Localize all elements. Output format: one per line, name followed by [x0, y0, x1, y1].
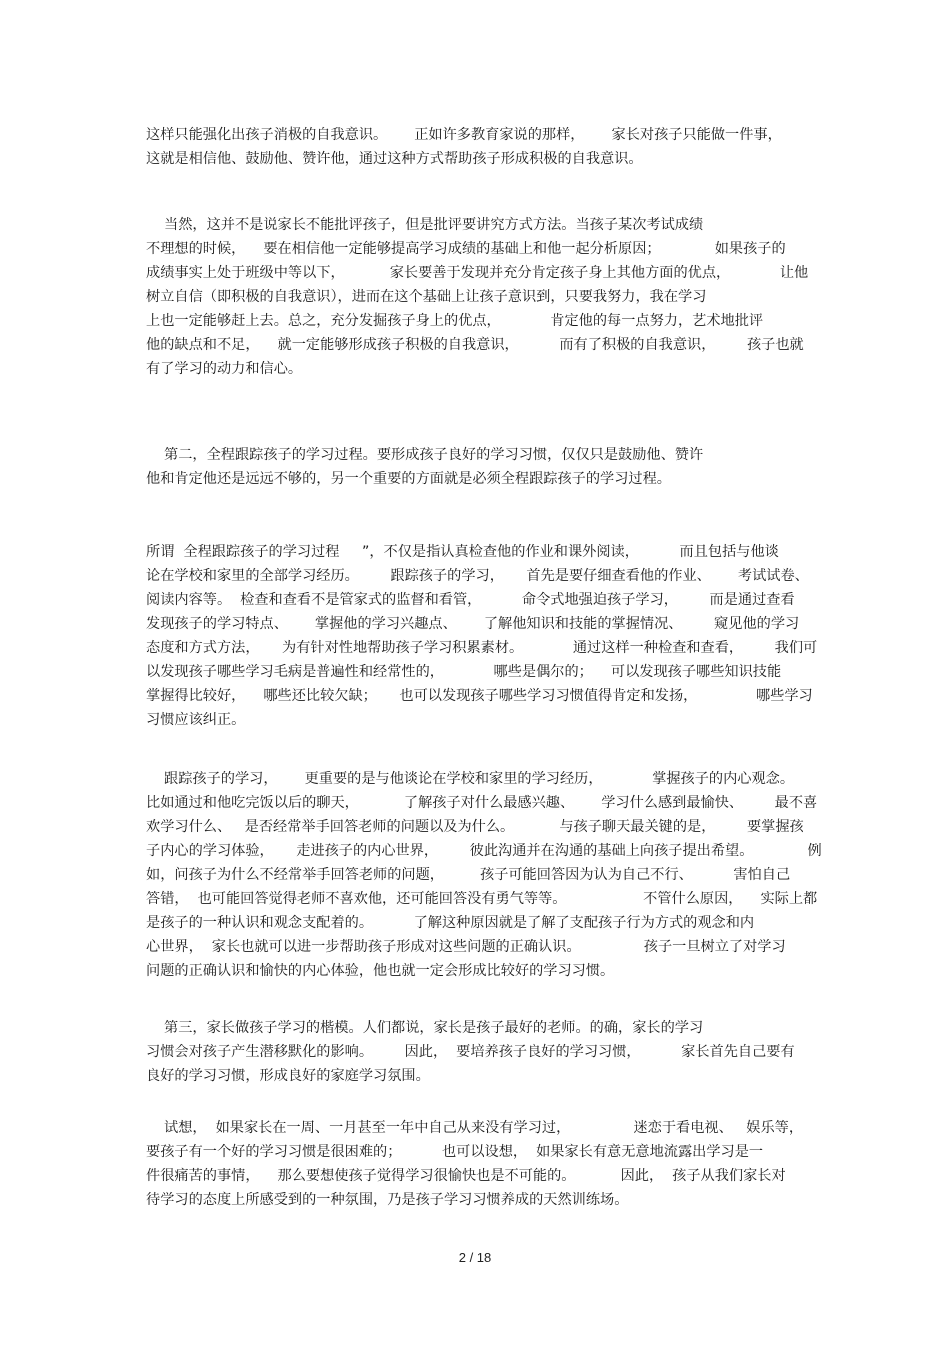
- text-line: 子内心的学习体验， 走进孩子的内心世界， 彼此沟通并在沟通的基础上向孩子提出希望。 例: [146, 843, 822, 859]
- text-line: 良好的学习习惯，形成良好的家庭学习氛围。: [146, 1068, 430, 1084]
- text-line: 试想， 如果家长在一周、一月甚至一年中自己从来没有学习过， 迷恋于看电视、 娱乐等，: [146, 1120, 804, 1136]
- text-line: 第二，全程跟踪孩子的学习过程。要形成孩子良好的学习习惯，仅仅只是鼓励他、赞许: [146, 447, 704, 463]
- text-line: 上也一定能够赶上去。总之，充分发掘孩子身上的优点， 肯定他的每一点努力，艺术地批评: [146, 313, 764, 329]
- text-line: 问题的正确认识和愉快的内心体验，他也就一定会形成比较好的学习习惯。: [146, 963, 615, 979]
- text-line: 欢学习什么、 是否经常举手回答老师的问题以及为什么。 与孩子聊天最关键的是， 要掌握孩: [146, 819, 804, 835]
- text-line: 不理想的时候， 要在相信他一定能够提高学习成绩的基础上和他一起分析原因； 如果孩子的: [146, 241, 786, 257]
- text-line: 论在学校和家里的全部学习经历。 跟踪孩子的学习， 首先是要仔细查看他的作业、 考试试卷、: [146, 568, 809, 584]
- text-line: 阅读内容等。 检查和查看不是管家式的监督和看管， 命令式地强迫孩子学习， 而是通过查看: [146, 592, 795, 608]
- text-line: 是孩子的一种认识和观念支配着的。 了解这种原因就是了解了支配孩子行为方式的观念和内: [146, 915, 755, 931]
- text-line: 心世界， 家长也就可以进一步帮助孩子形成对这些问题的正确认识。 孩子一旦树立了对学习: [146, 939, 786, 955]
- text-line: 以发现孩子哪些学习毛病是普遍性和经常性的， 哪些是偶尔的； 可以发现孩子哪些知识技能: [146, 664, 782, 680]
- text-line: 如，问孩子为什么不经常举手回答老师的问题， 孩子可能回答因为认为自己不行、 害怕自己: [146, 867, 791, 883]
- text-line: 态度和方式方法， 为有针对性地帮助孩子学习积累素材。 通过这样一种检查和查看， 我们可: [146, 640, 818, 656]
- text-line: 所谓 全程跟踪孩子的学习过程 ”，不仅是指认真检查他的作业和课外阅读， 而且包括与他谈: [146, 544, 779, 560]
- text-line: 有了学习的动力和信心。: [146, 361, 303, 377]
- text-line: 成绩事实上处于班级中等以下， 家长要善于发现并充分肯定孩子身上其他方面的优点， 让他: [146, 265, 809, 281]
- text-line: 他的缺点和不足， 就一定能够形成孩子积极的自我意识， 而有了积极的自我意识， 孩子也就: [146, 337, 804, 353]
- text-line: 待学习的态度上所感受到的一种氛围，乃是孩子学习习惯养成的天然训练场。: [146, 1192, 629, 1208]
- page-number: 2 / 18: [458, 1250, 492, 1265]
- text-line: 发现孩子的学习特点、 掌握他的学习兴趣点、 了解他知识和技能的掌握情况、 窥见他的学习: [146, 616, 800, 632]
- text-line: 第三，家长做孩子学习的楷模。人们都说，家长是孩子最好的老师。的确，家长的学习: [146, 1020, 704, 1036]
- text-line: 这样只能强化出孩子消极的自我意识。 正如许多教育家说的那样， 家长对孩子只能做一件事，: [146, 127, 782, 143]
- text-line: 件很痛苦的事情， 那么要想使孩子觉得学习很愉快也是不可能的。 因此， 孩子从我们家长对: [146, 1168, 786, 1184]
- text-line: 要孩子有一个好的学习习惯是很困难的； 也可以设想， 如果家长有意无意地流露出学习是一: [146, 1144, 764, 1160]
- text-line: 这就是相信他、鼓励他、赞许他，通过这种方式帮助孩子形成积极的自我意识。: [146, 151, 643, 167]
- text-line: 当然，这并不是说家长不能批评孩子，但是批评要讲究方式方法。当孩子某次考试成绩: [146, 217, 704, 233]
- text-line: 习惯应该纠正。: [146, 712, 246, 728]
- text-line: 答错， 也可能回答觉得老师不喜欢他，还可能回答没有勇气等等。 不管什么原因， 实际上都: [146, 891, 818, 907]
- text-line: 他和肯定他还是远远不够的，另一个重要的方面就是必须全程跟踪孩子的学习过程。: [146, 471, 671, 487]
- text-line: 比如通过和他吃完饭以后的聊天， 了解孩子对什么最感兴趣、 学习什么感到最愉快、 最不喜: [146, 795, 818, 811]
- text-line: 习惯会对孩子产生潜移默化的影响。 因此， 要培养孩子良好的学习习惯， 家长首先自己要有: [146, 1044, 795, 1060]
- text-line: 跟踪孩子的学习， 更重要的是与他谈论在学校和家里的学习经历， 掌握孩子的内心观念。: [146, 771, 795, 787]
- text-line: 树立自信（即积极的自我意识），进而在这个基础上让孩子意识到，只要我努力，我在学习: [146, 289, 707, 305]
- text-line: 掌握得比较好， 哪些还比较欠缺； 也可以发现孩子哪些学习习惯值得肯定和发扬， 哪些学习: [146, 688, 813, 704]
